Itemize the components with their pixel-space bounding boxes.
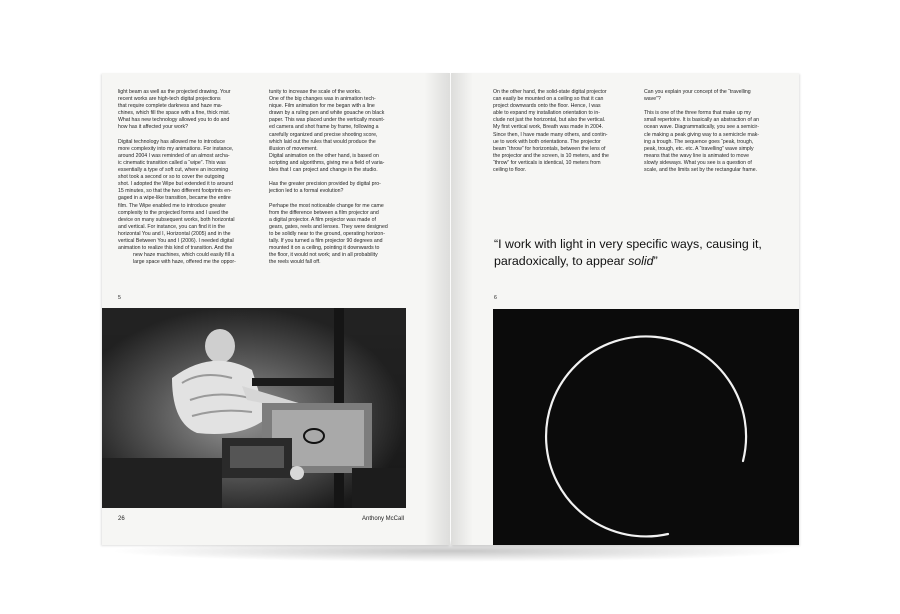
paragraph: light beam as well as the projected drawing. Your recent works are high-tech digital projections that require complete darkness and haze ma- chines, which fill the space with a fine, thick mist. What has new technology allowed you to do and how has it affected your work? [118, 89, 231, 131]
footnote-marker: 6 [494, 295, 497, 301]
right-column-2 [644, 89, 794, 174]
paragraph: This is one of the three forms that make up my small repertoire. It is basically an abstraction of an ocean wave. Diagrammatically, you see a semicir- cle making a peak giving way to a semicircle mak- ing a trough. The sequence goes “peak, trough, peak, trough, etc. etc. A “travelling” wave simply means that the wavy line is animated to move slowly sideways. What you see is a question of scale, and the limits set by the rectangular frame. [644, 110, 760, 174]
footnote-marker: 5 [118, 295, 121, 301]
right-page [451, 73, 799, 545]
paragraph: On the other hand, the solid-state digital projector can easily be mounted on a ceiling so that it can project downwards onto the floor. Hence, I was able to expand my installation orientation to in- clude not just the horizontal, but also the vertical. My first vertical work, Breath was made in 2004. Since then, I have made many others, and contin- ue to work with both orientations. The projector beam “throw” for horizontals, between the lens of the projector and the screen, is 10 meters, and the “throw” for verticals is identical, 10 meters from ceiling to floor. [493, 89, 609, 174]
left-page [102, 73, 450, 545]
left-column-1 [118, 89, 274, 266]
paragraph: tunity to increase the scale of the works. One of the big changes was in animation tech- nique. Film animation for me began with a line drawn by a ruling pen and white gouache on black paper. This was placed under the vertically mount- ed camera and shot frame by frame, following a carefully organized and precise shooting score, which laid out the rules that would produce the illusion of movement. Digital animation on the other hand, is based on scripting and algorithms, giving me a field of varia- bles that I can project and change in the studio. [269, 89, 385, 174]
paragraph: Perhape the most noticeable change for me came from the difference between a film projector and a digital projector. A film projector was made of gears, gates, reels and lenses. They were designed to be solidly near to the ground, operating horizon- tally. If you turned a film projector 90 degrees and mounted it on a ceiling, pointing it downwards to the floor, it would not work; and in all probability the reels would fall off. [269, 202, 388, 266]
projection-image [493, 309, 799, 545]
circle-line-illustration [493, 309, 799, 545]
pull-quote: “I work with light in very specific ways, causing it, paradoxically, to appear solid” [494, 237, 762, 268]
author-name: Anthony McCall [362, 516, 405, 522]
page-number: 26 [118, 516, 125, 522]
paragraph: Digital technology has allowed me to introduce more complexity into my animations. For instance, around 2004 I was reminded of an almost archa- ic cinematic transition called a “wipe”. This was essentially a type of soft cut, where an incoming shot took a second or so to cover the outgoing shot. I adopted the Wipe but extended it to around 15 minutes, so that the two different footprints en- gaged in a wipe-like transition, became the entire film. The Wipe enabled me to introduce greater complexity to the projected forms and I used the device on many subsequent works, both horizontal and vertical. For instance, you can find it in the horizontal You and I, Horizontal (2005) and in the vertical Between You and I (2006). I needed digital animation to realize this kind of transition. And the new haze machines, which could easily fill a large space with haze, offered me the oppor- [118, 138, 236, 266]
studio-photo-illustration [102, 308, 406, 508]
left-column-2 [269, 89, 429, 266]
paragraph: Has the greater precision provided by digital pro- jection led to a formal evolution? [269, 181, 381, 195]
right-column-1 [493, 89, 643, 174]
paragraph: Can you explain your concept of the “travelling wave”? [644, 89, 751, 103]
right-gutter-shade [451, 73, 473, 545]
studio-photo [102, 308, 406, 508]
pull-quote-emphasis: solid [628, 254, 654, 268]
